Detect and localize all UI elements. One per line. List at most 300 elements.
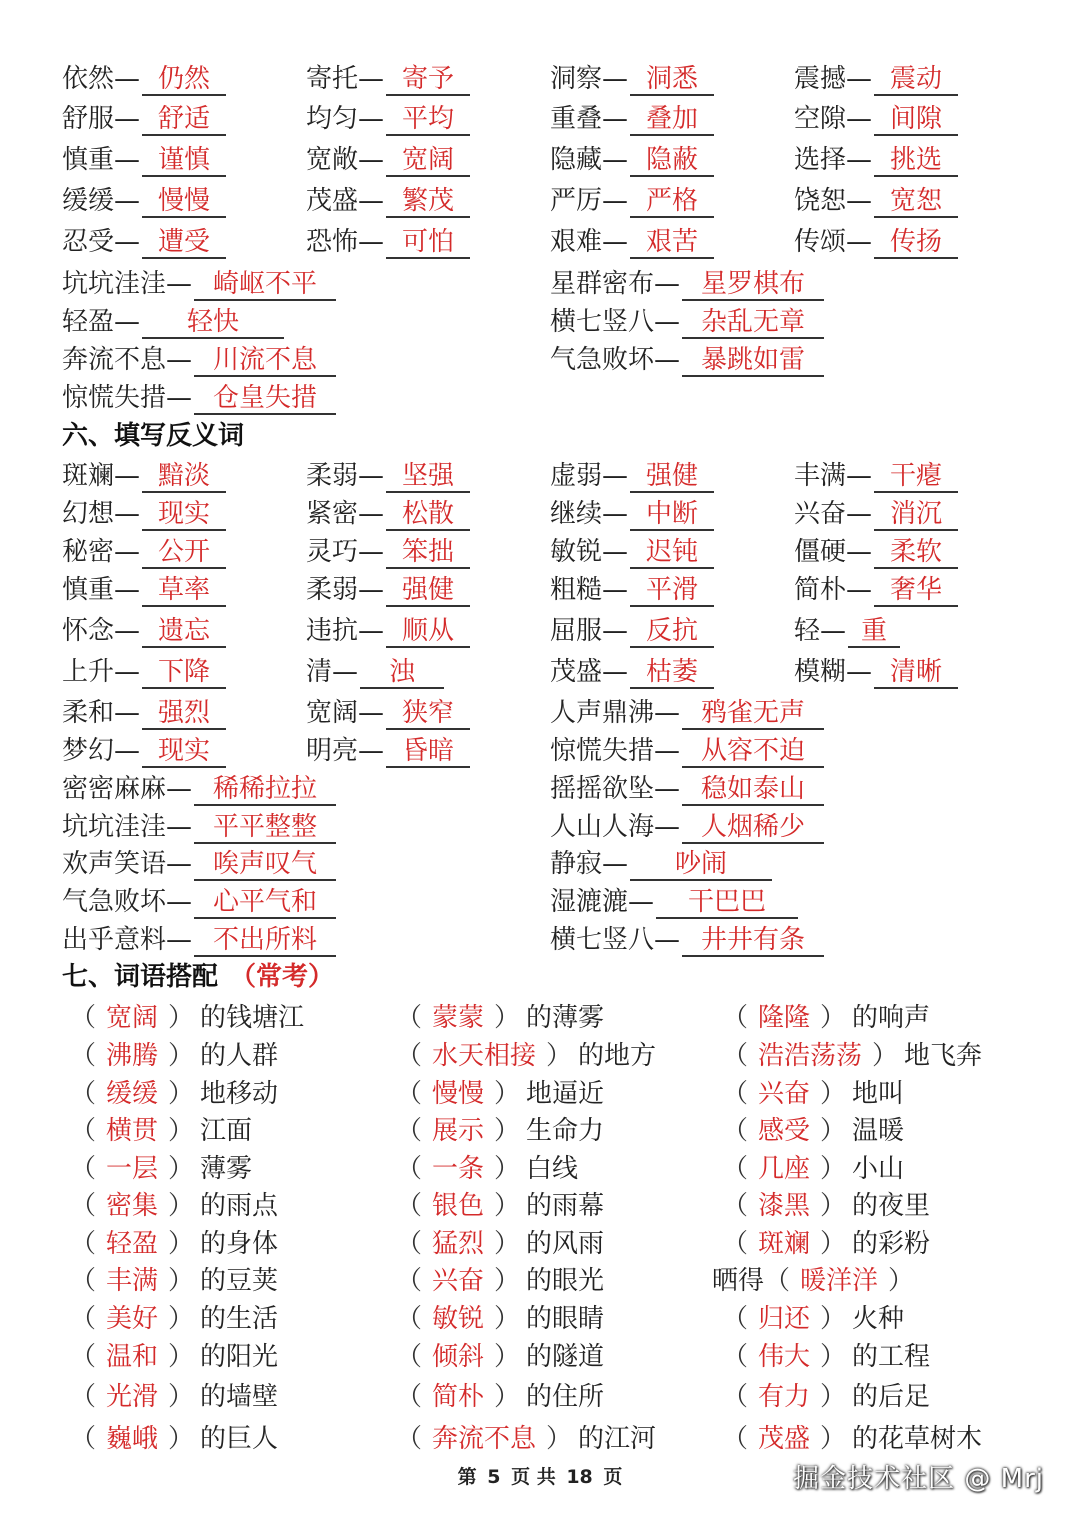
open-paren: （	[722, 1041, 749, 1071]
antonym-row	[0, 612, 1080, 650]
matching-suffix: 的住所	[526, 1382, 605, 1412]
synonym-row	[0, 223, 1080, 261]
answer-word: 坚强	[386, 461, 470, 493]
prompt-word: 恐怖	[306, 227, 359, 257]
answer-word: 现实	[142, 499, 226, 531]
matching-answer: 奔流不息	[432, 1424, 537, 1454]
word-pair	[62, 223, 226, 261]
prompt-word: 舒服	[62, 104, 115, 134]
matching-answer: 倾斜	[432, 1342, 485, 1372]
word-pair	[794, 182, 958, 220]
matching-suffix: 地移动	[200, 1079, 279, 1109]
antonym-mixed-row	[0, 694, 1080, 732]
dash: —	[358, 575, 385, 605]
word-pair	[794, 612, 900, 650]
dash: —	[166, 925, 193, 955]
close-paren: ）	[820, 1382, 847, 1412]
close-paren: ）	[820, 1003, 847, 1033]
matching-pair	[396, 999, 604, 1037]
word-pair	[794, 60, 958, 98]
prompt-word: 气急败坏	[62, 887, 167, 917]
close-paren: ）	[168, 1116, 195, 1146]
open-paren: （	[396, 1229, 423, 1259]
open-paren: （	[722, 1424, 749, 1454]
close-paren: ）	[494, 1079, 521, 1109]
dash: —	[654, 774, 681, 804]
matching-pair	[70, 1300, 278, 1338]
word-pair	[306, 495, 470, 533]
dash: —	[602, 499, 629, 529]
prompt-word: 丰满	[794, 461, 847, 491]
matching-suffix: 薄雾	[200, 1154, 253, 1184]
word-pair	[62, 808, 336, 846]
close-paren: ）	[494, 1229, 521, 1259]
matching-answer: 温和	[106, 1342, 159, 1372]
word-pair	[306, 141, 470, 179]
prompt-word: 饶恕	[794, 186, 847, 216]
matching-answer: 隆隆	[758, 1003, 811, 1033]
prompt-word: 艰难	[550, 227, 603, 257]
matching-pair	[396, 1187, 604, 1225]
answer-word: 柔软	[874, 537, 958, 569]
prompt-word: 人山人海	[550, 812, 655, 842]
matching-answer: 蒙蒙	[432, 1003, 485, 1033]
dash: —	[358, 499, 385, 529]
answer-word: 艰苦	[630, 227, 714, 259]
answer-word: 隐蔽	[630, 145, 714, 177]
matching-pair	[70, 1075, 278, 1113]
matching-suffix: 的隧道	[526, 1342, 605, 1372]
prompt-word: 斑斓	[62, 461, 115, 491]
close-paren: ）	[168, 1342, 195, 1372]
matching-pair	[396, 1150, 578, 1188]
prompt-word: 灵巧	[306, 537, 359, 567]
matching-pair	[70, 1150, 252, 1188]
answer-word: 仓皇失措	[194, 383, 336, 415]
word-pair	[550, 341, 824, 379]
open-paren: （	[722, 1116, 749, 1146]
dash: —	[332, 657, 359, 687]
common-test-tag: （常考）	[230, 962, 335, 992]
answer-word: 宽恕	[874, 186, 958, 218]
prompt-word: 紧密	[306, 499, 359, 529]
answer-word: 松散	[386, 499, 470, 531]
word-pair	[794, 223, 958, 261]
matching-pair	[722, 1300, 904, 1338]
prompt-word: 轻盈	[62, 307, 115, 337]
answer-word: 清晰	[874, 657, 958, 689]
close-paren: ）	[820, 1116, 847, 1146]
open-paren: （	[70, 1154, 97, 1184]
word-pair	[62, 141, 226, 179]
matching-pair	[396, 1075, 604, 1113]
prompt-word: 严厉	[550, 186, 603, 216]
matching-suffix: 小山	[852, 1154, 905, 1184]
answer-word: 川流不息	[194, 345, 336, 377]
matching-suffix: 的墙壁	[200, 1382, 279, 1412]
word-pair	[62, 653, 226, 691]
prompt-word: 坑坑洼洼	[62, 269, 167, 299]
matching-pair	[70, 999, 304, 1037]
matching-suffix: 的眼睛	[526, 1304, 605, 1334]
answer-word: 干巴巴	[656, 887, 798, 919]
word-pair	[62, 845, 336, 883]
close-paren: ）	[820, 1154, 847, 1184]
close-paren: ）	[494, 1116, 521, 1146]
dash: —	[846, 186, 873, 216]
word-pair	[550, 141, 714, 179]
word-pair	[550, 732, 824, 770]
matching-suffix: 的身体	[200, 1229, 279, 1259]
dash: —	[602, 575, 629, 605]
open-paren: （	[722, 1304, 749, 1334]
matching-answer: 美好	[106, 1304, 159, 1334]
matching-answer: 敏锐	[432, 1304, 485, 1334]
antonym-row	[0, 495, 1080, 533]
dash: —	[166, 383, 193, 413]
word-pair	[550, 770, 824, 808]
dash: —	[114, 461, 141, 491]
prompt-word: 秘密	[62, 537, 115, 567]
answer-word: 谨慎	[142, 145, 226, 177]
close-paren: ）	[872, 1041, 899, 1071]
word-pair	[62, 303, 284, 341]
open-paren: （	[396, 1304, 423, 1334]
dash: —	[628, 887, 655, 917]
prompt-word: 粗糙	[550, 575, 603, 605]
answer-word: 平平整整	[194, 812, 336, 844]
word-pair	[550, 653, 714, 691]
close-paren: ）	[168, 1424, 195, 1454]
open-paren: （	[722, 1382, 749, 1412]
word-pair	[794, 533, 958, 571]
open-paren: （	[722, 1079, 749, 1109]
dash: —	[358, 227, 385, 257]
prompt-word: 兴奋	[794, 499, 847, 529]
matching-answer: 一层	[106, 1154, 159, 1184]
word-pair	[62, 612, 226, 650]
answer-word: 轻快	[142, 307, 284, 339]
word-pair	[550, 808, 824, 846]
matching-pair	[396, 1300, 604, 1338]
dash: —	[602, 227, 629, 257]
matching-pair	[722, 1150, 904, 1188]
dash: —	[358, 461, 385, 491]
dash: —	[114, 537, 141, 567]
open-paren: （	[396, 1266, 423, 1296]
answer-word: 震动	[874, 64, 958, 96]
prompt-word: 僵硬	[794, 537, 847, 567]
dash: —	[846, 227, 873, 257]
matching-pair	[722, 1112, 904, 1150]
answer-word: 遭受	[142, 227, 226, 259]
word-pair	[306, 533, 470, 571]
matching-suffix: 的巨人	[200, 1424, 279, 1454]
answer-word: 下降	[142, 657, 226, 689]
matching-row	[0, 1225, 1080, 1263]
matching-pair	[712, 1262, 914, 1300]
close-paren: ）	[168, 1041, 195, 1071]
close-paren: ）	[820, 1342, 847, 1372]
answer-word: 慢慢	[142, 186, 226, 218]
prompt-word: 震撼	[794, 64, 847, 94]
word-pair	[62, 770, 336, 808]
antonym-row	[0, 571, 1080, 609]
matching-answer: 伟大	[758, 1342, 811, 1372]
dash: —	[846, 499, 873, 529]
open-paren: （	[722, 1229, 749, 1259]
synonym-long-row	[0, 303, 1080, 341]
prompt-word: 摇摇欲坠	[550, 774, 655, 804]
close-paren: ）	[494, 1266, 521, 1296]
close-paren: ）	[546, 1424, 573, 1454]
matching-answer: 慢慢	[432, 1079, 485, 1109]
answer-word: 寄予	[386, 64, 470, 96]
antonym-section-title	[62, 417, 244, 455]
open-paren: （	[70, 1116, 97, 1146]
matching-answer: 归还	[758, 1304, 811, 1334]
open-paren: （	[396, 1424, 423, 1454]
word-pair	[62, 533, 226, 571]
prompt-word: 惊慌失措	[62, 383, 167, 413]
close-paren: ）	[168, 1079, 195, 1109]
dash: —	[114, 307, 141, 337]
close-paren: ）	[494, 1382, 521, 1412]
answer-word: 心平气和	[194, 887, 336, 919]
close-paren: ）	[820, 1079, 847, 1109]
open-paren: （	[70, 1041, 97, 1071]
prompt-word: 明亮	[306, 736, 359, 766]
matching-answer: 暖洋洋	[800, 1266, 879, 1296]
dash: —	[654, 307, 681, 337]
prompt-word: 横七竖八	[550, 925, 655, 955]
dash: —	[846, 657, 873, 687]
answer-word: 繁茂	[386, 186, 470, 218]
answer-word: 重	[848, 616, 900, 648]
prompt-word: 敏锐	[550, 537, 603, 567]
word-pair	[794, 100, 958, 138]
matching-suffix: 白线	[526, 1154, 579, 1184]
matching-answer: 有力	[758, 1382, 811, 1412]
answer-word: 崎岖不平	[194, 269, 336, 301]
answer-word: 舒适	[142, 104, 226, 136]
matching-answer: 水天相接	[432, 1041, 537, 1071]
word-pair	[794, 141, 958, 179]
prompt-word: 横七竖八	[550, 307, 655, 337]
word-pair	[794, 457, 958, 495]
answer-word: 反抗	[630, 616, 714, 648]
dash: —	[654, 269, 681, 299]
word-pair	[794, 571, 958, 609]
prompt-word: 空隙	[794, 104, 847, 134]
dash: —	[602, 537, 629, 567]
prompt-word: 寄托	[306, 64, 359, 94]
matching-answer: 兴奋	[432, 1266, 485, 1296]
answer-word: 吵闹	[630, 849, 772, 881]
answer-word: 鸦雀无声	[682, 698, 824, 730]
word-pair	[794, 653, 958, 691]
open-paren: （	[722, 1191, 749, 1221]
matching-pair	[396, 1420, 656, 1458]
dash: —	[602, 64, 629, 94]
answer-word: 井井有条	[682, 925, 824, 957]
antonym-long-row	[0, 808, 1080, 846]
antonym-row	[0, 533, 1080, 571]
matching-answer: 横贯	[106, 1116, 159, 1146]
prompt-word: 柔和	[62, 698, 115, 728]
dash: —	[166, 345, 193, 375]
prompt-word: 宽敞	[306, 145, 359, 175]
matching-pair	[722, 1378, 930, 1416]
antonym-row	[0, 653, 1080, 691]
matching-suffix: 的眼光	[526, 1266, 605, 1296]
matching-answer: 漆黑	[758, 1191, 811, 1221]
answer-word: 从容不迫	[682, 736, 824, 768]
answer-word: 洞悉	[630, 64, 714, 96]
matching-title-text: 七、词语搭配	[62, 962, 219, 992]
dash: —	[846, 461, 873, 491]
matching-answer: 光滑	[106, 1382, 159, 1412]
dash: —	[358, 616, 385, 646]
matching-row	[0, 1378, 1080, 1416]
matching-suffix: 江面	[200, 1116, 253, 1146]
close-paren: ）	[168, 1382, 195, 1412]
prompt-word: 怀念	[62, 616, 115, 646]
matching-pair	[70, 1420, 278, 1458]
open-paren: （	[396, 1191, 423, 1221]
antonym-long-row	[0, 921, 1080, 959]
matching-pair	[70, 1338, 278, 1376]
prompt-word: 坑坑洼洼	[62, 812, 167, 842]
word-pair	[550, 495, 714, 533]
word-pair	[62, 495, 226, 533]
dash: —	[358, 64, 385, 94]
matching-answer: 密集	[106, 1191, 159, 1221]
close-paren: ）	[546, 1041, 573, 1071]
matching-suffix: 火种	[852, 1304, 905, 1334]
answer-word: 星罗棋布	[682, 269, 824, 301]
antonym-long-row	[0, 883, 1080, 921]
dash: —	[846, 145, 873, 175]
word-pair	[306, 694, 470, 732]
word-pair	[550, 457, 714, 495]
matching-row	[0, 1112, 1080, 1150]
matching-pair	[722, 1187, 930, 1225]
prompt-word: 气急败坏	[550, 345, 655, 375]
matching-pair	[396, 1338, 604, 1376]
matching-section-title	[62, 958, 334, 996]
close-paren: ）	[494, 1154, 521, 1184]
word-pair	[306, 732, 470, 770]
open-paren: （	[70, 1003, 97, 1033]
matching-suffix: 地飞奔	[904, 1041, 983, 1071]
answer-word: 平滑	[630, 575, 714, 607]
dash: —	[166, 849, 193, 879]
matching-suffix: 地叫	[852, 1079, 905, 1109]
matching-row	[0, 1150, 1080, 1188]
close-paren: ）	[820, 1229, 847, 1259]
matching-pair	[396, 1112, 604, 1150]
page-number: 5	[487, 1466, 501, 1488]
synonym-long-row	[0, 341, 1080, 379]
dash: —	[602, 616, 629, 646]
matching-pair	[396, 1225, 604, 1263]
open-paren: （	[396, 1116, 423, 1146]
dash: —	[166, 269, 193, 299]
answer-word: 暴跳如雷	[682, 345, 824, 377]
word-pair	[550, 533, 714, 571]
matching-suffix: 的雨点	[200, 1191, 279, 1221]
matching-suffix: 的风雨	[526, 1229, 605, 1259]
matching-suffix: 的江河	[578, 1424, 657, 1454]
answer-word: 唉声叹气	[194, 849, 336, 881]
matching-pair	[396, 1037, 656, 1075]
dash: —	[654, 812, 681, 842]
close-paren: ）	[820, 1191, 847, 1221]
antonym-long-row	[0, 845, 1080, 883]
dash: —	[358, 698, 385, 728]
word-pair	[62, 883, 336, 921]
open-paren: （	[722, 1154, 749, 1184]
answer-word: 间隙	[874, 104, 958, 136]
matching-suffix: 的钱塘江	[200, 1003, 305, 1033]
matching-pair	[396, 1378, 604, 1416]
matching-row	[0, 1262, 1080, 1300]
matching-suffix: 的阳光	[200, 1342, 279, 1372]
answer-word: 现实	[142, 736, 226, 768]
matching-answer: 一条	[432, 1154, 485, 1184]
matching-row	[0, 1420, 1080, 1458]
answer-word: 浊	[360, 657, 444, 689]
word-pair	[306, 457, 470, 495]
word-pair	[550, 845, 772, 883]
prompt-word: 幻想	[62, 499, 115, 529]
prompt-word: 选择	[794, 145, 847, 175]
matching-row	[0, 1187, 1080, 1225]
open-paren: （	[70, 1424, 97, 1454]
dash: —	[602, 104, 629, 134]
word-pair	[550, 182, 714, 220]
prompt-word: 洞察	[550, 64, 603, 94]
open-paren: （	[70, 1304, 97, 1334]
matching-pair	[722, 1037, 982, 1075]
answer-word: 稳如泰山	[682, 774, 824, 806]
answer-word: 可怕	[386, 227, 470, 259]
matching-answer: 感受	[758, 1116, 811, 1146]
matching-suffix: 的豆荚	[200, 1266, 279, 1296]
prompt-word: 忍受	[62, 227, 115, 257]
word-pair	[62, 921, 336, 959]
dash: —	[602, 186, 629, 216]
prompt-word: 慎重	[62, 145, 115, 175]
dash: —	[358, 537, 385, 567]
open-paren: （	[70, 1266, 97, 1296]
answer-word: 顺从	[386, 616, 470, 648]
open-paren: （	[722, 1003, 749, 1033]
matching-answer: 宽阔	[106, 1003, 159, 1033]
open-paren: （	[70, 1191, 97, 1221]
prompt-word: 隐藏	[550, 145, 603, 175]
word-pair	[62, 60, 226, 98]
matching-suffix: 地逼近	[526, 1079, 605, 1109]
prompt-word: 宽阔	[306, 698, 359, 728]
synonym-row	[0, 60, 1080, 98]
answer-word: 平均	[386, 104, 470, 136]
prompt-word: 密密麻麻	[62, 774, 167, 804]
close-paren: ）	[494, 1342, 521, 1372]
prompt-word: 清	[306, 657, 333, 687]
word-pair	[306, 612, 470, 650]
